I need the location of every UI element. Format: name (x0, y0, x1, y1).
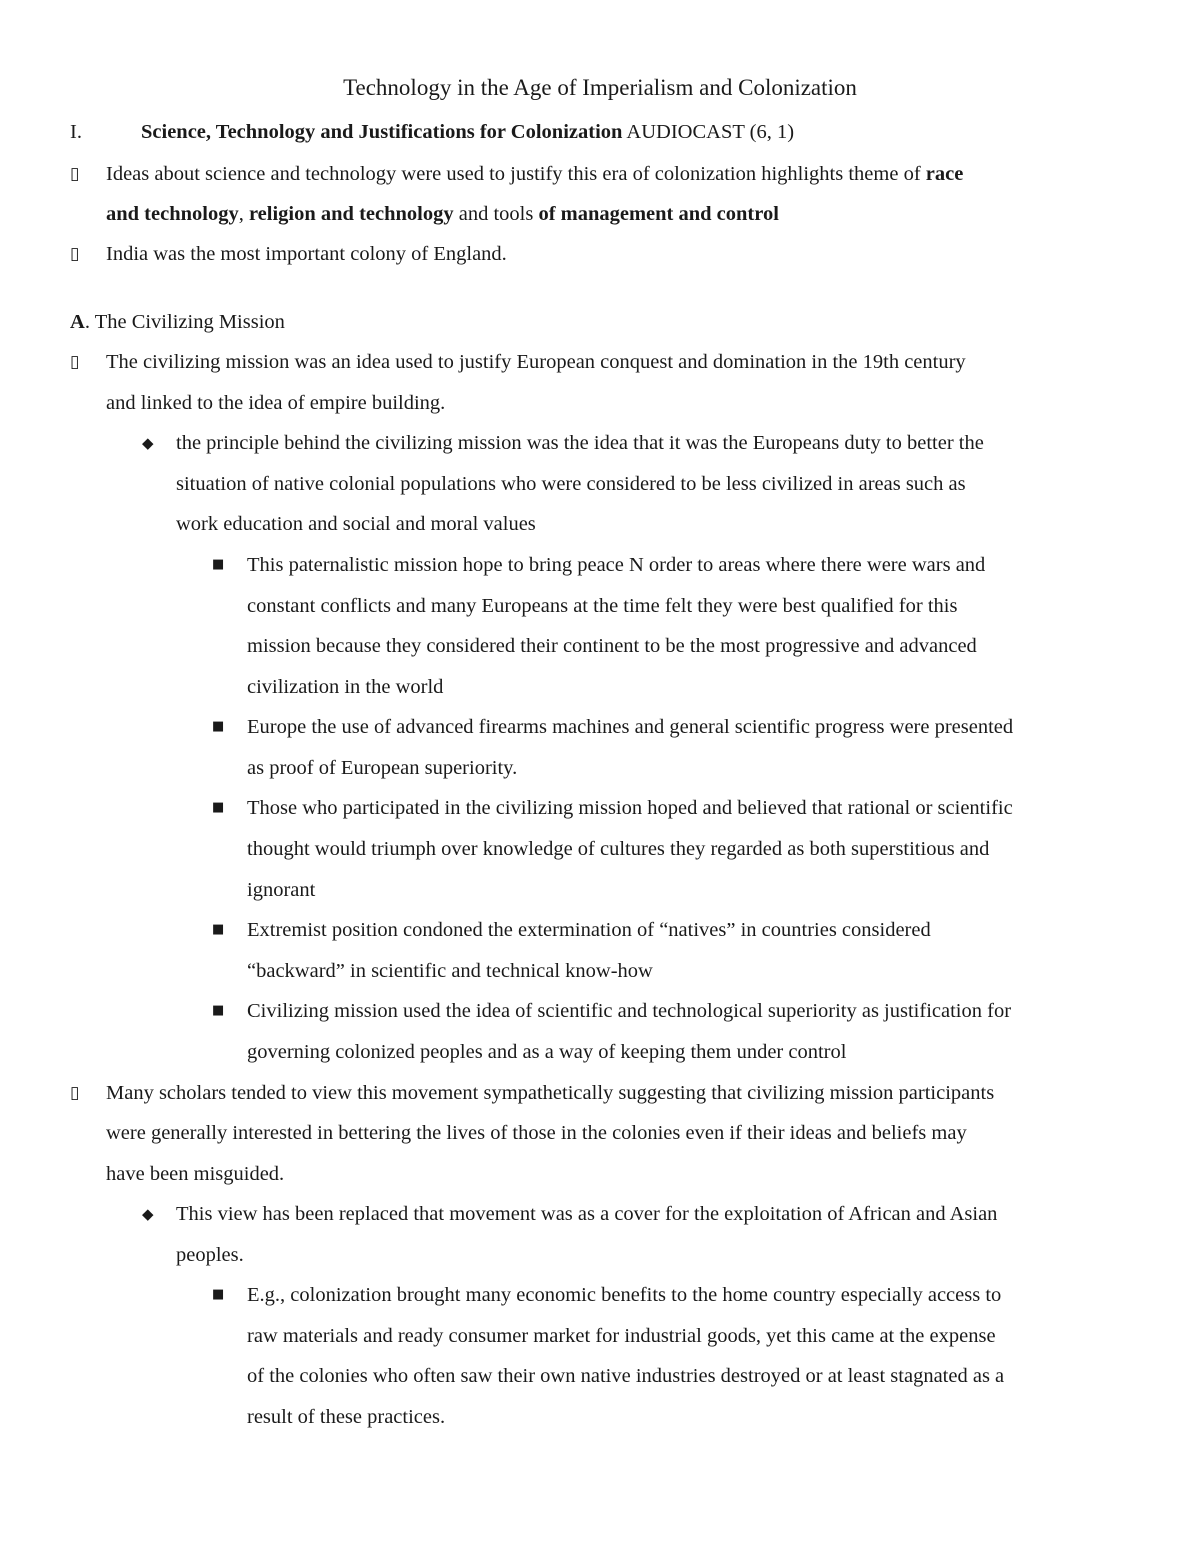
paragraph-line: mission because they considered their continent to be the most progressive and advanced (247, 635, 977, 657)
paragraph-line: Extremist position condoned the extermination of “natives” in countries considered (247, 919, 931, 941)
paragraph-line: situation of native colonial populations who were considered to be less civilized in areas such as (176, 473, 966, 495)
box-bullet-icon: ▯ (70, 1083, 80, 1103)
paragraph-line: This view has been replaced that movement was as a cover for the exploitation of African and Asian (176, 1203, 998, 1225)
box-bullet-icon: ▯ (70, 352, 80, 372)
paragraph-line: Civilizing mission used the idea of scientific and technological superiority as justification for (247, 1000, 1012, 1022)
square-bullet-icon: ■ (212, 719, 225, 734)
paragraph-line: The civilizing mission was an idea used to justify European conquest and domination in the 19th century (106, 351, 966, 373)
square-bullet-icon: ■ (212, 1287, 225, 1302)
paragraph-line: were generally interested in bettering the lives of those in the colonies even if their ideas and beliefs may (106, 1122, 967, 1144)
paragraph-line: civilization in the world (247, 676, 444, 698)
box-bullet-icon: ▯ (70, 164, 80, 184)
box-bullet-icon: ▯ (70, 244, 80, 264)
square-bullet-icon: ■ (212, 1003, 225, 1018)
diamond-bullet-icon: ◆ (142, 434, 154, 452)
paragraph-line: have been misguided. (106, 1163, 285, 1185)
section-heading-bold: Science, Technology and Justifications for Colonization (141, 121, 623, 143)
paragraph-line: raw materials and ready consumer market for industrial goods, yet this came at the expense (247, 1325, 996, 1347)
subsection-heading: A. The Civilizing Mission (70, 311, 285, 333)
paragraph-line: peoples. (176, 1244, 244, 1266)
paragraph-line: This paternalistic mission hope to bring peace N order to areas where there were wars and (247, 554, 986, 576)
paragraph-line: “backward” in scientific and technical know-how (247, 960, 653, 982)
paragraph-line: ignorant (247, 879, 316, 901)
paragraph-line: Those who participated in the civilizing mission hoped and believed that rational or scientific (247, 797, 1013, 819)
paragraph-line: Europe the use of advanced firearms machines and general scientific progress were presented (247, 716, 1014, 738)
paragraph-line: work education and social and moral values (176, 513, 536, 535)
document-title: Technology in the Age of Imperialism and Colonization (343, 75, 857, 100)
square-bullet-icon: ■ (212, 557, 225, 572)
paragraph-line: Many scholars tended to view this movement sympathetically suggesting that civilizing mission participants (106, 1082, 995, 1104)
paragraph-line: E.g., colonization brought many economic benefits to the home country especially access to (247, 1284, 1002, 1306)
square-bullet-icon: ■ (212, 800, 225, 815)
paragraph-line: constant conflicts and many Europeans at the time felt they were best qualified for this (247, 595, 958, 617)
paragraph-line: governing colonized peoples and as a way of keeping them under control (247, 1041, 847, 1063)
square-bullet-icon: ■ (212, 922, 225, 937)
paragraph-line: and technology, religion and technology and tools of management and control (106, 203, 779, 225)
paragraph-line: the principle behind the civilizing mission was the idea that it was the Europeans duty to better the (176, 432, 984, 454)
paragraph-line: as proof of European superiority. (247, 757, 518, 779)
section-number: I. (70, 121, 82, 143)
paragraph-line: of the colonies who often saw their own native industries destroyed or at least stagnated as a (247, 1365, 1005, 1387)
paragraph-line: India was the most important colony of England. (106, 243, 507, 265)
paragraph-line: result of these practices. (247, 1406, 446, 1428)
section-heading-suffix: AUDIOCAST (6, 1) (622, 121, 795, 143)
paragraph-line: thought would triumph over knowledge of cultures they regarded as both superstitious and (247, 838, 990, 860)
paragraph-line: and linked to the idea of empire building. (106, 392, 446, 414)
section-heading (141, 118, 794, 146)
paragraph-line: Ideas about science and technology were used to justify this era of colonization highlights theme of race (106, 163, 964, 185)
diamond-bullet-icon: ◆ (142, 1205, 154, 1223)
